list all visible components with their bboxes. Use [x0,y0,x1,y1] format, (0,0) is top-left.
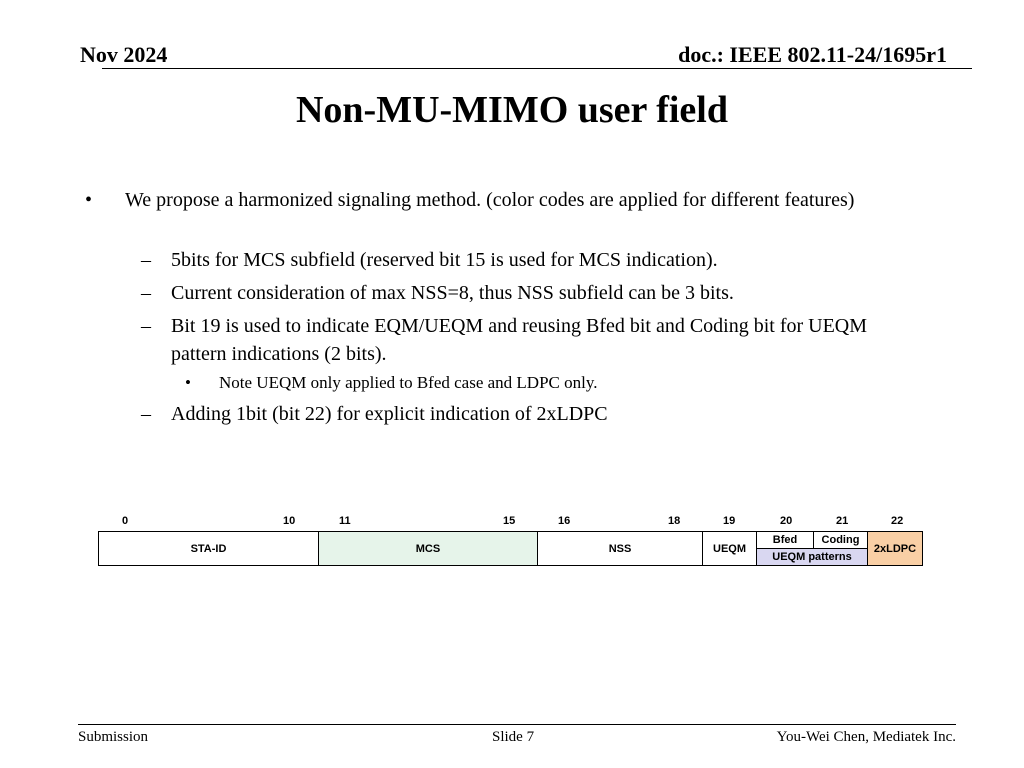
bullet-marker: • [185,373,191,392]
bit-label: 15 [503,515,516,527]
sub-bullet-1-text: 5bits for MCS subfield (reserved bit 15 is used for MCS indication). [171,249,718,271]
footer-slide-number: Slide 7 [492,729,535,745]
field-mcs: MCS [319,532,538,566]
bit-label: 22 [891,515,904,527]
bit-index-row [0,515,1024,531]
footer-submission: Submission [78,729,149,745]
bullet-marker: • [85,189,93,211]
bit-label: 10 [283,515,296,527]
bullet-1 [85,186,905,214]
sub-sub-bullet-1 [185,371,919,395]
dash-marker: – [141,282,151,304]
sub-bullet-3-text: Bit 19 is used to indicate EQM/UEQM and reusing Bfed bit and Coding bit for UEQM pattern indications (2 bits). [171,315,868,365]
header-doc-id: doc.: IEEE 802.11-24/1695r1 [678,42,947,67]
bullet-1-text: We propose a harmonized signaling method. (color codes are applied for different features) [125,189,855,211]
sub-bullet-2-text: Current consideration of max NSS=8, thus NSS subfield can be 3 bits. [171,282,734,304]
bit-label: 20 [780,515,793,527]
field-sta-id: STA-ID [99,532,319,566]
bit-label: 18 [668,515,681,527]
sub-bullet-4 [141,400,911,428]
sub-bullet-3 [141,312,911,368]
header-date: Nov 2024 [80,42,168,67]
header-divider [102,68,972,69]
field-bfed: Bfed [757,532,814,549]
dash-marker: – [141,315,151,337]
user-field-table [98,531,923,566]
field-ueqm-patterns: UEQM patterns [757,549,868,566]
field-2xldpc: 2xLDPC [868,532,923,566]
footer-divider [78,724,956,725]
sub-bullet-4-text: Adding 1bit (bit 22) for explicit indication of 2xLDPC [171,403,608,425]
bit-label: 21 [836,515,849,527]
field-ueqm: UEQM [703,532,757,566]
dash-marker: – [141,249,151,271]
sub-sub-bullet-1-text: Note UEQM only applied to Bfed case and LDPC only. [219,373,598,392]
bit-label: 11 [339,515,351,527]
field-nss: NSS [538,532,703,566]
bit-label: 19 [723,515,736,527]
footer-author: You-Wei Chen, Mediatek Inc. [776,729,956,745]
dash-marker: – [141,403,151,425]
sub-bullet-2 [141,279,911,307]
slide-title: Non-MU-MIMO user field [295,89,728,131]
sub-bullet-1 [141,246,911,274]
bit-label: 0 [122,515,129,527]
bit-label: 16 [558,515,571,527]
field-coding: Coding [814,532,868,549]
